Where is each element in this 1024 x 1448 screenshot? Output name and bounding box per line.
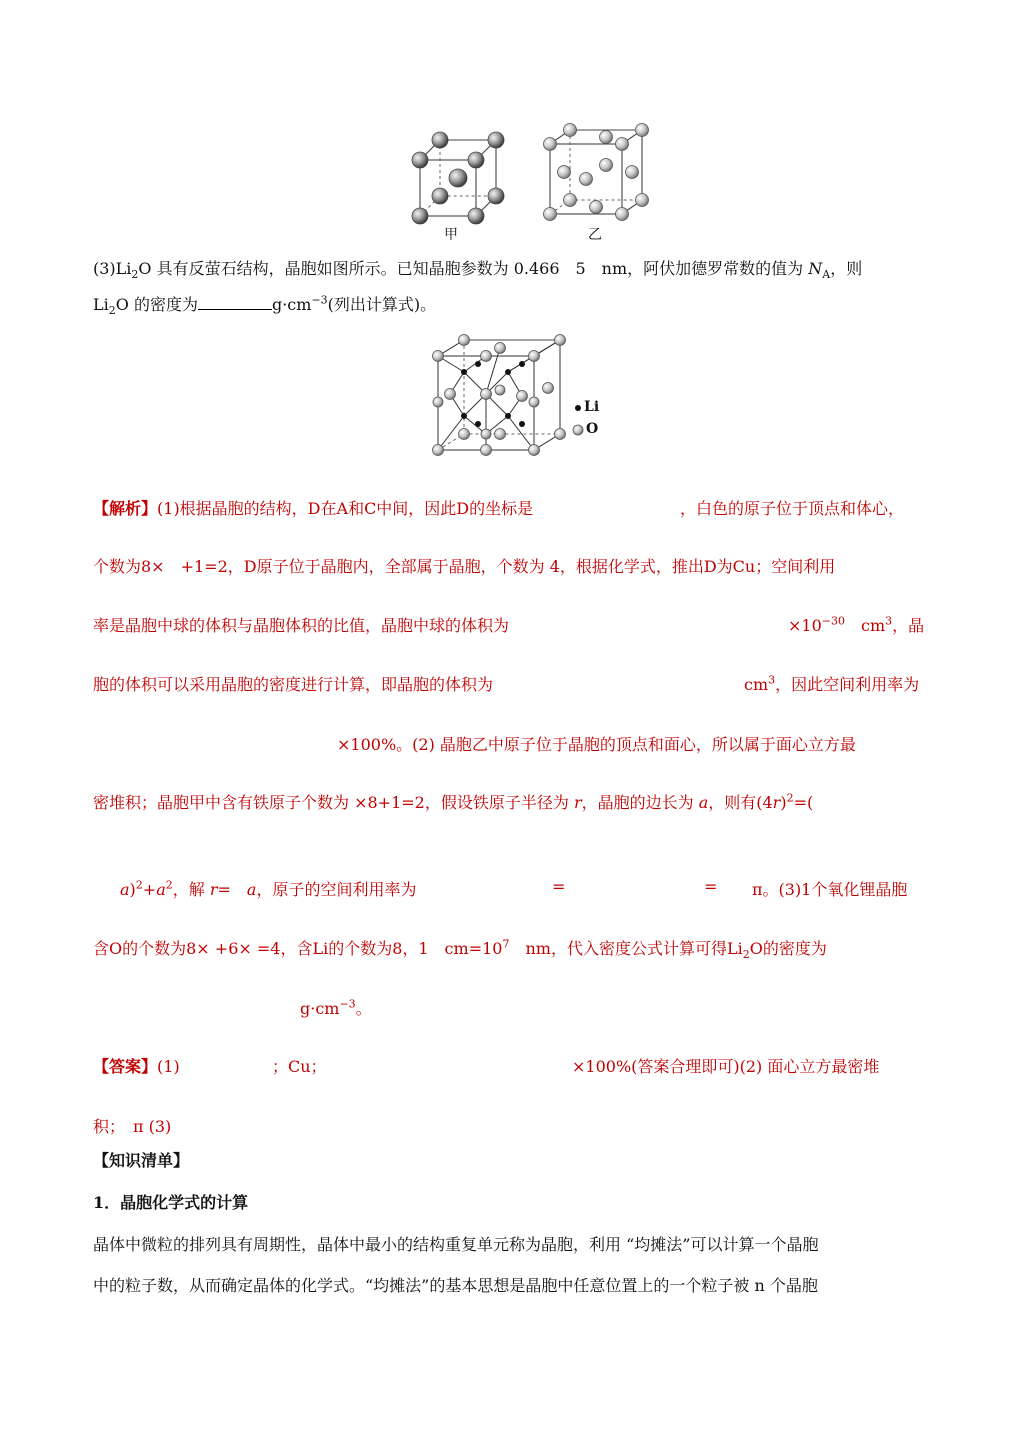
answer-line-1c: ×100%(答案合理即可)(2) 面心立方最密堆: [572, 1057, 880, 1076]
analysis-line-4b: $cm^3$，因此空间利用率为: [744, 673, 920, 694]
question-3-line1: $(3)Li_2O$ 具有反萤石结构，晶胞如图所示。已知晶胞参数为 0.466 5 nm，阿伏加德罗常数的值为 $N_A$，则: [93, 259, 863, 282]
knowledge-paragraph-line1: 晶体中微粒的排列具有周期性，晶体中最小的结构重复单元称为晶胞，利用 “均摊法”可以计算一个晶胞: [93, 1235, 819, 1254]
legend-o-label: O: [586, 421, 599, 437]
li2o-cell-diagram: [433, 335, 566, 456]
analysis-line-7-eq1: =: [552, 877, 566, 896]
analysis-line-8: 含O的个数为8× +6× =4，含Li的个数为8，1 $cm=10^7$ nm，代入密度公式计算可得$Li_2O$的密度为: [93, 937, 827, 962]
analysis-line-7: $a)^2+a^2$，解 r= a，原子的空间利用率为: [120, 878, 417, 899]
cell-label-jia: 甲: [444, 227, 458, 243]
answer-line-2: 积； π (3): [93, 1117, 172, 1136]
bcc-cell-diagram: [412, 132, 504, 224]
analysis-line-4: 胞的体积可以采用晶胞的密度进行计算，即晶胞的体积为: [93, 675, 494, 694]
li2o-cell-figure: [430, 334, 630, 464]
analysis-line-5: ×100%。(2) 晶胞乙中原子位于晶胞的顶点和面心，所以属于面心立方最: [337, 735, 856, 754]
question-3-line2: $Li_2O$ 的密度为 $g\cdot cm^{-3}$(列出计算式)。: [93, 293, 437, 318]
answer-tag: 【答案】: [93, 1057, 158, 1076]
legend-li-label: Li: [584, 399, 600, 415]
legend-li-dot: [575, 405, 581, 411]
answer-blank: [198, 295, 272, 310]
analysis-line-3b: $\times 10^{-30}$ $cm^3$，晶: [788, 614, 925, 635]
knowledge-heading: 【知识清单】: [93, 1151, 190, 1170]
analysis-line-3: 率是晶胞中球的体积与晶胞体积的比值，晶胞中球的体积为: [93, 616, 510, 635]
analysis-line-7-end: π。(3)1个氧化锂晶胞: [752, 880, 908, 899]
analysis-tag: 【解析】: [93, 499, 158, 518]
legend-o-dot: [573, 425, 583, 435]
analysis-line-7-eq2: =: [704, 877, 718, 896]
cell-label-yi: 乙: [588, 227, 602, 243]
answer-line-1b: ；Cu；: [272, 1057, 327, 1076]
analysis-line-9: $g\cdot cm^{-3}$。: [300, 997, 372, 1018]
analysis-line-2: 个数为8× +1=2，D原子位于晶胞内，全部属于晶胞，个数为 4，根据化学式，推出D为Cu；空间利用: [93, 557, 836, 576]
analysis-line-6: 密堆积；晶胞甲中含有铁原子个数为 ×8+1=2，假设铁原子半径为 r，晶胞的边长为 a，则有$(4r)^2=$(: [93, 791, 814, 812]
analysis-line-1: 【解析】(1)根据晶胞的结构，D在A和C中间，因此D的坐标是: [93, 499, 534, 518]
fcc-cell-diagram: [544, 124, 649, 221]
analysis-line-1b: ，白色的原子位于顶点和体心，: [680, 499, 905, 518]
answer-line-1: 【答案】(1): [93, 1057, 180, 1076]
crystal-cells-figure: [400, 122, 660, 242]
section-1-title: 1．晶胞化学式的计算: [93, 1193, 249, 1212]
knowledge-paragraph-line2: 中的粒子数，从而确定晶体的化学式。“均摊法”的基本思想是晶胞中任意位置上的一个粒子被 n 个晶胞: [93, 1276, 818, 1295]
